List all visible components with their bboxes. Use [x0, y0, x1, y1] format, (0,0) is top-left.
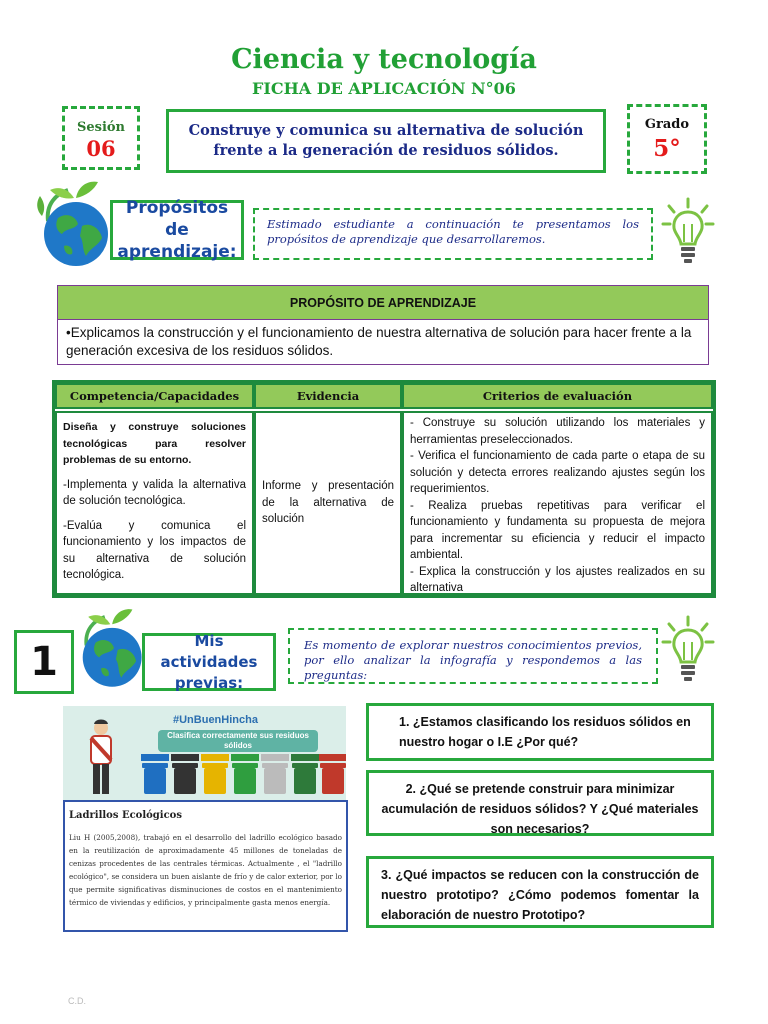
header-evidencia: Evidencia	[254, 383, 402, 409]
question-3: 3. ¿Qué impactos se reducen con la construcción de nuestro prototipo? ¿Cómo podemos fomentar la elaboración de nuestro Prototipo?	[366, 856, 714, 928]
recycle-bin-icon	[322, 768, 344, 794]
bin-label	[319, 754, 346, 761]
grade-value: 5°	[653, 135, 681, 162]
purpose-table-header: PROPÓSITO DE APRENDIZAJE	[58, 286, 708, 320]
purpose-label-box	[110, 200, 244, 260]
infographic	[63, 706, 346, 801]
lightbulb-icon	[660, 614, 716, 686]
lightbulb-icon	[660, 196, 716, 268]
bin-label	[201, 754, 229, 761]
recycle-bin-icon	[234, 768, 256, 794]
question-2: 2. ¿Qué se pretende construir para minimizar acumulación de residuos sólidos? Y ¿Qué materiales son necesarios?	[366, 770, 714, 836]
session-box	[62, 106, 140, 170]
purpose-table-body: •Explicamos la construcción y el funcionamiento de nuestra alternativa de solución para hacer frente a la generación excesiva de los residuos sólidos.	[66, 325, 692, 358]
purpose-message: Estimado estudiante a continuación te presentamos los propósitos de aprendizaje que desarrollaremos.	[267, 217, 639, 246]
activities-message-box	[288, 628, 658, 684]
header-competencia: Competencia/Capacidades	[55, 383, 254, 409]
purpose-label-line2: aprendizaje:	[117, 242, 237, 262]
recycle-bin-icon	[294, 768, 316, 794]
evidencia-text: Informe y presentación de la alternativa de solución	[262, 480, 394, 526]
session-label: Sesión	[76, 120, 126, 135]
recycle-bin-icon	[264, 768, 286, 794]
activities-label-box	[142, 633, 276, 691]
bin-label	[291, 754, 319, 761]
purpose-table	[57, 285, 709, 365]
criterio-3: - Realiza pruebas repetitivas para verificar el funcionamiento y fundamenta su propuesta de mejora para incrementar su eficiencia y reducir el impacto ambiental.	[410, 499, 705, 561]
cell-evidencia	[254, 411, 402, 595]
page-title: Ciencia y tecnología	[231, 44, 537, 75]
competencia-text: Diseña y construye soluciones tecnológicas para resolver problemas de su entorno.	[63, 421, 246, 466]
capacidad-2: -Evalúa y comunica el funcionamiento y los impactos de su alternativa de solución tecnológica.	[63, 519, 246, 581]
topic-box	[166, 109, 606, 173]
criteria-table	[52, 380, 716, 598]
purpose-message-box	[253, 208, 653, 260]
person-illustration-icon	[81, 716, 121, 801]
cell-competencia	[55, 411, 254, 595]
criterio-2: - Verifica el funcionamiento de cada parte o etapa de su solución y detecta errores realizando ajustes según los requerimientos.	[410, 450, 705, 495]
criterio-4: - Explica la construcción y los ajustes realizados en su alternativa	[410, 565, 705, 594]
activity-number: 1	[14, 630, 74, 694]
article-title: Ladrillos Ecológicos	[69, 810, 182, 821]
purpose-label-line1: Propósitos de	[125, 198, 229, 240]
recycle-bin-icon	[204, 768, 226, 794]
topic-text: Construye y comunica su alternativa de solución frente a la generación de residuos sólidos.	[188, 122, 584, 159]
bin-label	[141, 754, 169, 761]
question-1: 1. ¿Estamos clasificando los residuos sólidos en nuestro hogar o I.E ¿Por qué?	[366, 703, 714, 761]
grade-label: Grado	[644, 117, 690, 132]
activities-message: Es momento de explorar nuestros conocimientos previos, por ello analizar la infografía y respondemos a las preguntas:	[304, 638, 642, 682]
session-number: 06	[86, 136, 116, 161]
header-criterios: Criterios de evaluación	[402, 383, 713, 409]
article-box	[63, 800, 348, 932]
article-body: Liu H (2005,2008), trabajó en el desarrollo del ladrillo ecológico basado en la reutilización de aproximadamente 45 millones de toneladas de cenizas procedentes de las centrales térmicas. Actualmente , el "ladrillo ecológico", se considera un buen aislante de frío y de calor exterior, por lo que permite significativas disminuciones de costos en el mantenimiento térmico de viviendas y edificios, y principalmente gasta menos energía.	[69, 833, 342, 907]
footer-mark: C.D.	[68, 996, 86, 1006]
page-subtitle: FICHA DE APLICACIÓN N°06	[252, 79, 516, 98]
grade-box	[627, 104, 707, 174]
infographic-subtitle: Clasifica correctamente sus residuos sólidos	[158, 730, 318, 752]
capacidad-1: -Implementa y valida la alternativa de solución tecnológica.	[63, 478, 246, 507]
recycle-bin-icon	[174, 768, 196, 794]
bin-label	[171, 754, 199, 761]
infographic-hashtag: #UnBuenHincha	[173, 714, 258, 726]
activities-label-line1: Mis actividades	[160, 631, 258, 671]
bin-label	[231, 754, 259, 761]
cell-criterios	[402, 411, 713, 595]
activities-label-line2: previas:	[174, 673, 244, 692]
bin-label	[261, 754, 289, 761]
criterio-1: - Construye su solución utilizando los materiales y herramientas preseleccionados.	[410, 417, 705, 446]
recycle-bin-icon	[144, 768, 166, 794]
